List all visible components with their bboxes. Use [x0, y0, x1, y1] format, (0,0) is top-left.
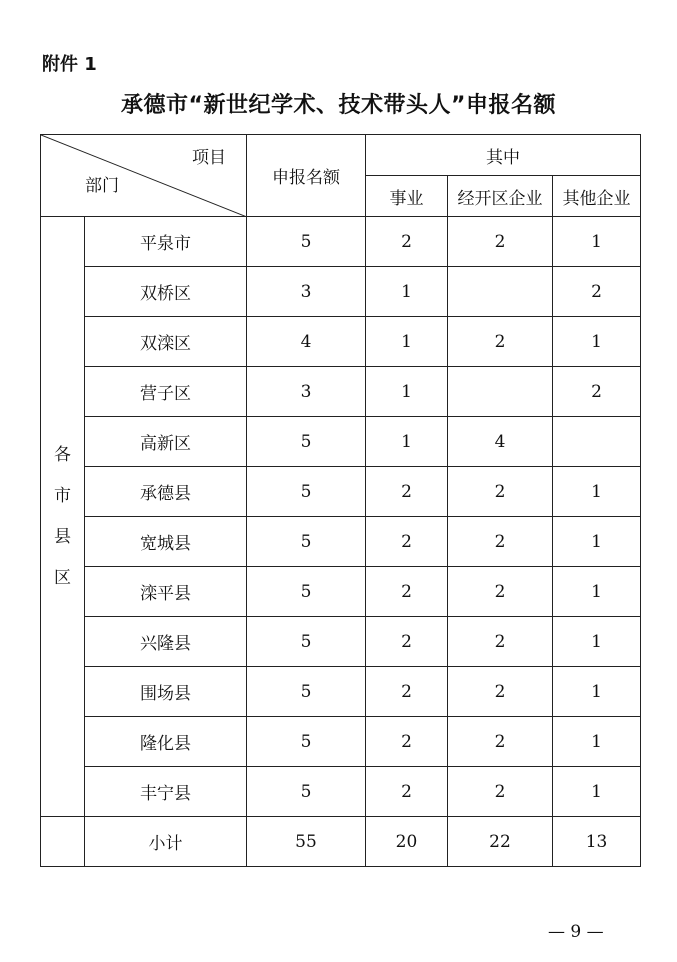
table-row [41, 267, 641, 317]
diagonal-header-cell [41, 135, 247, 217]
other-cell: 1 [553, 617, 641, 667]
dept-name-cell: 宽城县 [85, 517, 247, 567]
dept-name-cell: 围场县 [85, 667, 247, 717]
dept-name-cell: 营子区 [85, 367, 247, 417]
table-row [41, 367, 641, 417]
quota-cell: 5 [247, 617, 366, 667]
shiye-cell: 2 [366, 517, 448, 567]
other-cell: 1 [553, 717, 641, 767]
shiye-cell: 1 [366, 367, 448, 417]
attachment-label: 附件 1 [42, 54, 97, 75]
dept-name-cell: 高新区 [85, 417, 247, 467]
shiye-cell: 2 [366, 567, 448, 617]
shiye-cell: 1 [366, 267, 448, 317]
subtotal-label: 小计 [85, 817, 247, 867]
jingkaiqu-cell: 2 [448, 667, 553, 717]
other-cell: 2 [553, 367, 641, 417]
jingkaiqu-cell: 2 [448, 567, 553, 617]
header-group: 其中 [366, 135, 641, 176]
subtotal-shiye: 20 [366, 817, 448, 867]
jingkaiqu-cell [448, 267, 553, 317]
table-row [41, 667, 641, 717]
shiye-cell: 1 [366, 317, 448, 367]
dept-name-cell: 双桥区 [85, 267, 247, 317]
shiye-cell: 2 [366, 767, 448, 817]
jingkaiqu-cell [448, 367, 553, 417]
table-row [41, 417, 641, 467]
quota-cell: 5 [247, 567, 366, 617]
shiye-cell: 2 [366, 217, 448, 267]
other-cell [553, 417, 641, 467]
page-number: — 9 — [548, 922, 604, 942]
header-item-label: 项目 [192, 148, 226, 168]
shiye-cell: 2 [366, 667, 448, 717]
other-cell: 1 [553, 317, 641, 367]
other-cell: 1 [553, 517, 641, 567]
table-row [41, 717, 641, 767]
quota-cell: 5 [247, 717, 366, 767]
table-row [41, 317, 641, 367]
shiye-cell: 2 [366, 717, 448, 767]
other-cell: 1 [553, 217, 641, 267]
jingkaiqu-cell: 2 [448, 467, 553, 517]
other-cell: 1 [553, 567, 641, 617]
table-row [41, 517, 641, 567]
jingkaiqu-cell: 4 [448, 417, 553, 467]
quota-cell: 5 [247, 667, 366, 717]
quota-cell: 3 [247, 367, 366, 417]
document-title: 承德市“新世纪学术、技术带头人”申报名额 [121, 93, 556, 118]
header-sub-jingkaiqu: 经开区企业 [448, 176, 553, 217]
jingkaiqu-cell: 2 [448, 317, 553, 367]
shiye-cell: 2 [366, 467, 448, 517]
shiye-cell: 2 [366, 617, 448, 667]
table-row [41, 217, 641, 267]
quota-cell: 5 [247, 467, 366, 517]
side-label-char: 县 [54, 526, 71, 547]
dept-name-cell: 承德县 [85, 467, 247, 517]
jingkaiqu-cell: 2 [448, 617, 553, 667]
quota-cell: 5 [247, 517, 366, 567]
subtotal-blank-cell [41, 817, 85, 867]
table-row [41, 767, 641, 817]
header-sub-shiye: 事业 [366, 176, 448, 217]
other-cell: 2 [553, 267, 641, 317]
header-quota: 申报名额 [247, 135, 366, 217]
quota-cell: 5 [247, 767, 366, 817]
side-label-char: 各 [54, 444, 71, 465]
table-row [41, 567, 641, 617]
other-cell: 1 [553, 467, 641, 517]
dept-name-cell: 隆化县 [85, 717, 247, 767]
quota-cell: 5 [247, 417, 366, 467]
shiye-cell: 1 [366, 417, 448, 467]
subtotal-other: 13 [553, 817, 641, 867]
table-row [41, 617, 641, 667]
quota-cell: 4 [247, 317, 366, 367]
dept-name-cell: 平泉市 [85, 217, 247, 267]
quota-table [40, 134, 641, 867]
side-label-char: 市 [54, 485, 71, 506]
other-cell: 1 [553, 767, 641, 817]
side-label-cell [41, 217, 85, 817]
table-row [41, 467, 641, 517]
dept-name-cell: 双滦区 [85, 317, 247, 367]
quota-cell: 3 [247, 267, 366, 317]
side-label-char: 区 [54, 567, 71, 588]
header-sub-other: 其他企业 [553, 176, 641, 217]
other-cell: 1 [553, 667, 641, 717]
dept-name-cell: 丰宁县 [85, 767, 247, 817]
dept-name-cell: 滦平县 [85, 567, 247, 617]
jingkaiqu-cell: 2 [448, 217, 553, 267]
jingkaiqu-cell: 2 [448, 767, 553, 817]
subtotal-jingkaiqu: 22 [448, 817, 553, 867]
subtotal-quota: 55 [247, 817, 366, 867]
jingkaiqu-cell: 2 [448, 717, 553, 767]
jingkaiqu-cell: 2 [448, 517, 553, 567]
dept-name-cell: 兴隆县 [85, 617, 247, 667]
quota-cell: 5 [247, 217, 366, 267]
header-dept-label: 部门 [85, 176, 119, 196]
subtotal-row [41, 817, 641, 867]
